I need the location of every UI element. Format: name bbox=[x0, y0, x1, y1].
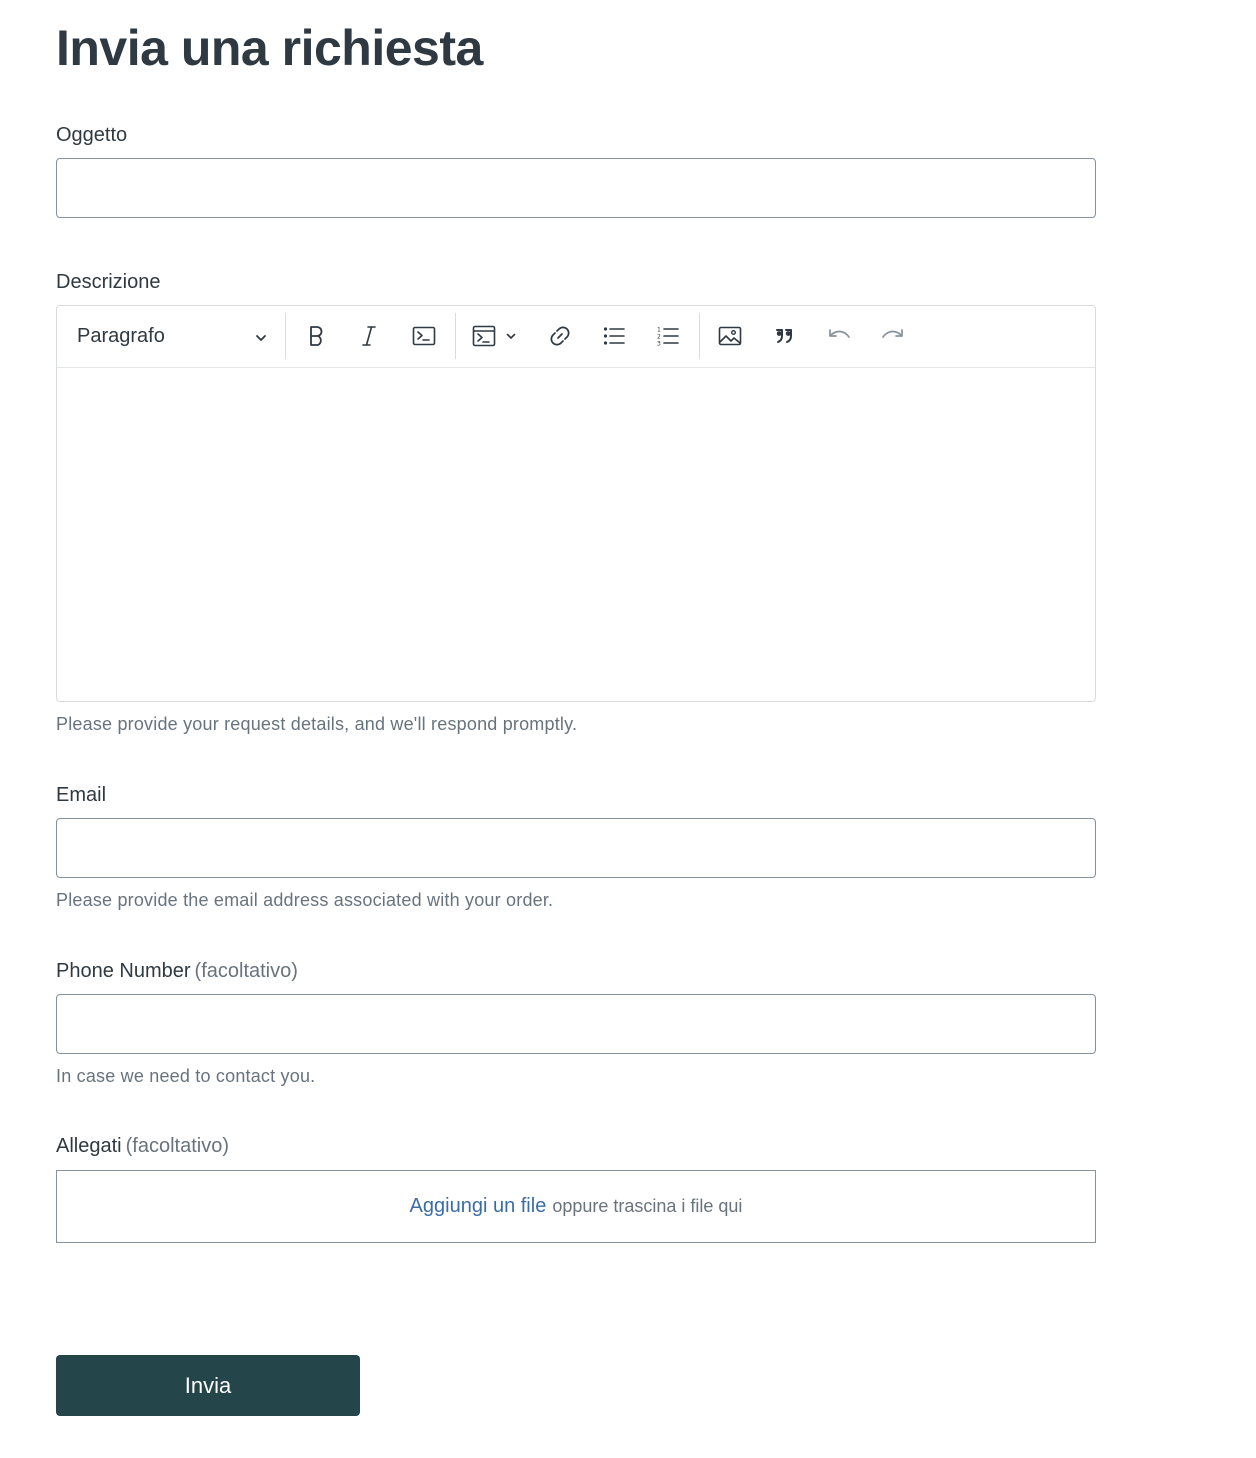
svg-text:1: 1 bbox=[657, 326, 661, 334]
block-format-label: Paragrafo bbox=[77, 324, 165, 347]
attachments-optional-tag: (facoltativo) bbox=[125, 1135, 229, 1157]
redo-button[interactable] bbox=[871, 314, 915, 358]
email-hint: Please provide the email address associated with your order. bbox=[56, 890, 554, 910]
description-label bbox=[56, 270, 160, 294]
undo-button[interactable] bbox=[817, 314, 861, 358]
dropzone-text: oppure trascina i file qui bbox=[552, 1196, 743, 1216]
bulleted-list-icon bbox=[603, 326, 625, 346]
subject-input[interactable] bbox=[56, 158, 1096, 218]
code-block-button[interactable] bbox=[464, 314, 524, 358]
phone-hint: In case we need to contact you. bbox=[56, 1066, 316, 1086]
redo-icon bbox=[881, 327, 905, 345]
numbered-list-icon bbox=[657, 326, 679, 346]
quote-icon bbox=[775, 328, 795, 344]
svg-text:2: 2 bbox=[657, 333, 661, 341]
link-button[interactable] bbox=[538, 314, 582, 358]
italic-icon bbox=[361, 325, 377, 347]
add-file-link[interactable]: Aggiungi un file bbox=[409, 1195, 547, 1217]
phone-label-text: Phone Number bbox=[56, 960, 191, 982]
svg-text:3: 3 bbox=[657, 340, 661, 346]
description-hint: Please provide your request details, and we'll respond promptly. bbox=[56, 714, 578, 734]
attachments-label bbox=[56, 1134, 229, 1158]
email-input[interactable] bbox=[56, 818, 1096, 878]
bold-button[interactable] bbox=[294, 314, 338, 358]
code-button[interactable] bbox=[402, 314, 446, 358]
phone-input[interactable] bbox=[56, 994, 1096, 1054]
bold-icon bbox=[307, 325, 325, 347]
chevron-down-icon bbox=[255, 325, 267, 348]
toolbar-divider bbox=[699, 313, 700, 359]
attachments-label-text: Allegati bbox=[56, 1135, 122, 1157]
image-icon bbox=[718, 326, 742, 346]
block-format-dropdown[interactable] bbox=[77, 314, 267, 358]
editor-toolbar bbox=[57, 306, 1095, 368]
description-textarea[interactable] bbox=[57, 368, 1095, 701]
blockquote-button[interactable] bbox=[763, 314, 807, 358]
page-title: Invia una richiesta bbox=[56, 20, 483, 76]
toolbar-divider bbox=[285, 313, 286, 359]
undo-icon bbox=[827, 327, 851, 345]
submit-button[interactable]: Invia bbox=[56, 1355, 360, 1416]
description-editor bbox=[56, 305, 1096, 702]
subject-label-text: Oggetto bbox=[56, 124, 128, 146]
phone-optional-tag: (facoltativo) bbox=[194, 960, 298, 982]
numbered-list-button[interactable] bbox=[646, 314, 690, 358]
code-icon bbox=[412, 326, 436, 346]
bulleted-list-button[interactable] bbox=[592, 314, 636, 358]
code-block-icon bbox=[472, 325, 516, 347]
email-label bbox=[56, 783, 106, 807]
toolbar-divider bbox=[455, 313, 456, 359]
image-button[interactable] bbox=[708, 314, 752, 358]
italic-button[interactable] bbox=[347, 314, 391, 358]
email-label-text: Email bbox=[56, 784, 107, 806]
phone-label bbox=[56, 959, 298, 983]
attachments-dropzone[interactable] bbox=[56, 1170, 1096, 1243]
link-icon bbox=[548, 324, 572, 348]
subject-label bbox=[56, 123, 127, 147]
description-label-text: Descrizione bbox=[56, 271, 161, 293]
